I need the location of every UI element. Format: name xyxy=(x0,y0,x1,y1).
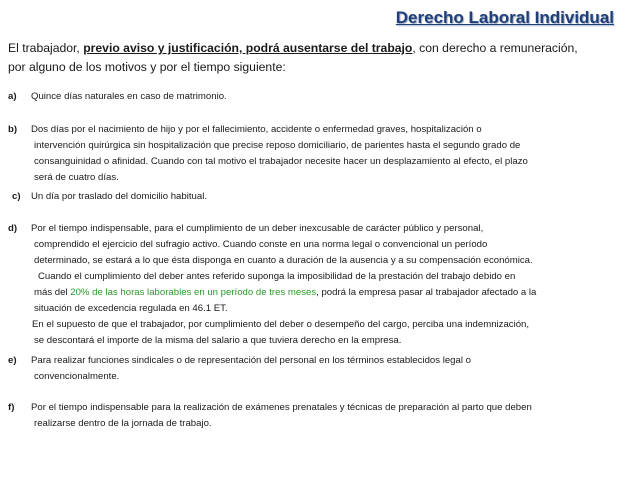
intro-pre: El trabajador, xyxy=(8,41,84,55)
highlight-text: 20% de las horas laborables en un período de tres meses xyxy=(70,287,317,298)
item-a-label: a) xyxy=(8,91,17,102)
item-b-label: b) xyxy=(8,124,18,135)
item-e xyxy=(8,353,632,385)
intro-line2: por alguno de los motivos y por el tiempo siguiente: xyxy=(8,60,286,74)
item-d-line5-post: , podrá la empresa pasar al trabajador afectado a la xyxy=(316,287,537,298)
item-e-line2: convencionalmente. xyxy=(34,371,120,382)
item-b-line2: intervención quirúrgica sin hospitalización que precise reposo domiciliario, de parientes hasta el segundo grado de xyxy=(34,140,521,151)
item-e-label: e) xyxy=(8,355,17,366)
item-d-line7: En el supuesto de que el trabajador, por cumplimiento del deber o desempeño del cargo, perciba una indemnización, xyxy=(32,319,530,330)
item-d-line8: se descontará el importe de la misma del salario a que tuviera derecho en la empresa. xyxy=(34,335,402,346)
item-c-text: Un día por traslado del domicilio habitual. xyxy=(31,191,207,202)
item-c xyxy=(12,189,636,205)
item-d-line5 xyxy=(8,285,632,301)
item-c-label: c) xyxy=(12,191,21,202)
item-d-line5-pre: más del xyxy=(34,287,71,298)
item-b-line3: consanguinidad o afinidad. Cuando con tal motivo el trabajador necesite hacer un desplazamiento al efecto, el plazo xyxy=(34,156,528,167)
item-f-line1: Por el tiempo indispensable para la realización de exámenes prenatales y técnicas de preparación al parto que deben xyxy=(31,402,532,413)
item-d-label: d) xyxy=(8,223,18,234)
item-e-line1: Para realizar funciones sindicales o de representación del personal en los términos establecidos legal o xyxy=(31,355,471,366)
item-f-label: f) xyxy=(8,402,15,413)
item-d-line6: situación de excedencia regulada en 46.1 ET. xyxy=(34,303,228,314)
item-f-line2: realizarse dentro de la jornada de trabajo. xyxy=(34,418,212,429)
intro-post: , con derecho a remuneración, xyxy=(412,41,578,55)
intro-underlined: previo aviso y justificación, podrá ausentarse del trabajo xyxy=(83,41,413,55)
item-b xyxy=(8,122,632,186)
item-b-line4: será de cuatro días. xyxy=(34,172,119,183)
item-a xyxy=(8,89,632,105)
item-d-line3: determinado, se estará a lo que ésta disponga en cuanto a duración de la ausencia y a su compensación económica. xyxy=(34,255,533,266)
item-d-line1: Por el tiempo indispensable, para el cumplimiento de un deber inexcusable de carácter público y personal, xyxy=(31,223,484,234)
intro-paragraph xyxy=(8,39,628,77)
slide-title: Derecho Laboral Individual xyxy=(395,8,614,27)
item-a-text: Quince días naturales en caso de matrimonio. xyxy=(31,91,227,102)
item-d-line4: Cuando el cumplimiento del deber antes referido suponga la imposibilidad de la prestación del trabajo debido en xyxy=(38,271,516,282)
item-f xyxy=(8,400,632,432)
item-d xyxy=(8,221,632,349)
item-b-line1: Dos días por el nacimiento de hijo y por el fallecimiento, accidente o enfermedad graves, hospitalización o xyxy=(31,124,482,135)
item-d-line2: comprendido el ejercicio del sufragio activo. Cuando conste en una norma legal o convencional un período xyxy=(34,239,488,250)
